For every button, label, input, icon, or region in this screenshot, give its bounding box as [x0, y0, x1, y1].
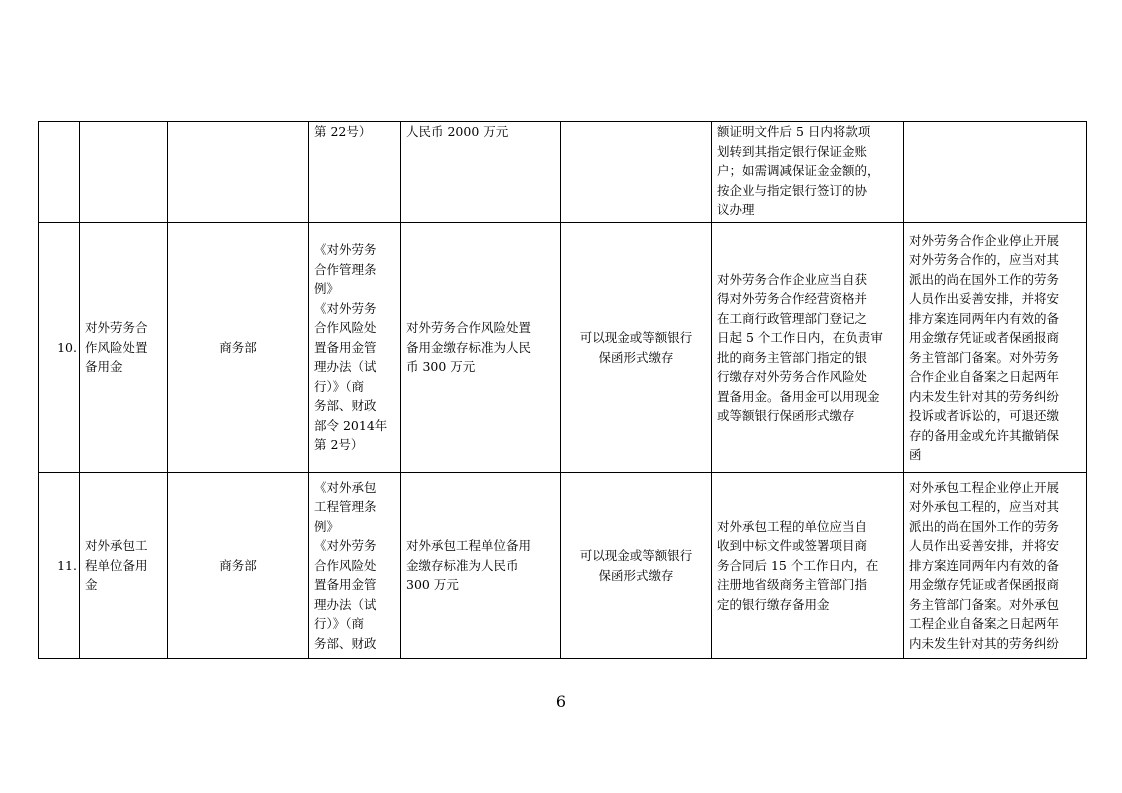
- department: [168, 122, 309, 223]
- department: 商务部: [168, 473, 309, 659]
- deposit-procedure: 对外劳务合作企业应当自获 得对外劳务合作经营资格并 在工商行政管理部门登记之 日起 5 个工作日内，在负责审 批的商务主管部门指定的银 行缴存对外劳务合作风险处 置备用金。备用金可以用现金 或等额银行保函形式缴存: [712, 223, 904, 473]
- item-name: 对外承包工 程单位备用 金: [80, 473, 168, 659]
- department: 商务部: [168, 223, 309, 473]
- deposit-method: 可以现金或等额银行 保函形式缴存: [561, 473, 712, 659]
- deposit-procedure: 对外承包工程的单位应当自 收到中标文件或签署项目商 务合同后 15 个工作日内，在 注册地省级商务主管部门指 定的银行缴存备用金: [712, 473, 904, 659]
- deposit-procedure: 额证明文件后 5 日内将款项 划转到其指定银行保证金账 户；如需调减保证金金额的， 按企业与指定银行签订的协 议办理: [712, 122, 904, 223]
- deposit-standard: 对外劳务合作风险处置 备用金缴存标准为人民 币 300 万元: [401, 223, 561, 473]
- legal-basis: 第 22号）: [309, 122, 401, 223]
- legal-basis: 《对外承包 工程管理条 例》 《对外劳务 合作风险处 置备用金管 理办法（试 行）》（商 务部、财政: [309, 473, 401, 659]
- deposit-table: [38, 121, 1087, 659]
- table-row: [39, 473, 1087, 659]
- item-name: [80, 122, 168, 223]
- deposit-standard: 对外承包工程单位备用 金缴存标准为人民币 300 万元: [401, 473, 561, 659]
- row-number: 10.: [39, 223, 80, 473]
- table-row: [39, 122, 1087, 223]
- deposit-method: [561, 122, 712, 223]
- deposit-standard: 人民币 2000 万元: [401, 122, 561, 223]
- refund-procedure: 对外劳务合作企业停止开展 对外劳务合作的，应当对其 派出的尚在国外工作的劳务 人员作出妥善安排，并将安 排方案连同两年内有效的备 用金缴存凭证或者保函报商 务主管部门备案。对外劳务 合作企业自备案之日起两年 内未发生针对其的劳务纠纷 投诉或者诉讼的，可退还缴 存的备用金或允许其撤销保 函: [904, 223, 1087, 473]
- refund-procedure: [904, 122, 1087, 223]
- refund-procedure: 对外承包工程企业停止开展 对外承包工程的，应当对其 派出的尚在国外工作的劳务 人员作出妥善安排，并将安 排方案连同两年内有效的备 用金缴存凭证或者保函报商 务主管部门备案。对外承包 工程企业自备案之日起两年 内未发生针对其的劳务纠纷: [904, 473, 1087, 659]
- row-number: [39, 122, 80, 223]
- legal-basis: 《对外劳务 合作管理条 例》 《对外劳务 合作风险处 置备用金管 理办法（试 行）》（商 务部、财政 部令 2014年 第 2号）: [309, 223, 401, 473]
- page-number: 6: [555, 692, 567, 711]
- item-name: 对外劳务合 作风险处置 备用金: [80, 223, 168, 473]
- deposit-method: 可以现金或等额银行 保函形式缴存: [561, 223, 712, 473]
- row-number: 11.: [39, 473, 80, 659]
- table-row: [39, 223, 1087, 473]
